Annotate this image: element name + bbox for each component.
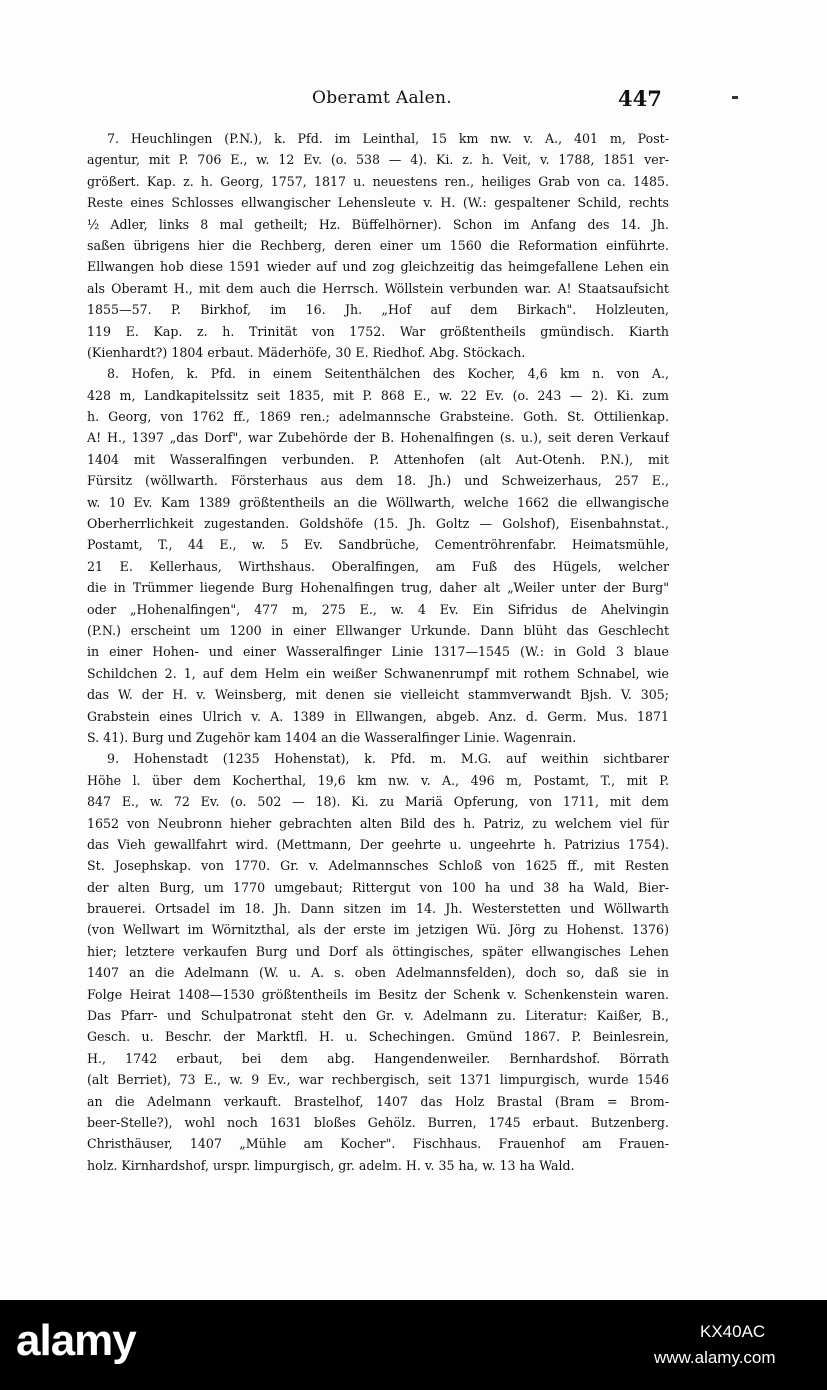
text-line: holz. Kirnhardshof, urspr. limpurgisch, gr. adelm. H. v. 35 ha, w. 13 ha Wald. <box>87 1157 575 1173</box>
text-line: hier; letztere verkaufen Burg und Dorf als öttingisches, später ellwangisches Lehen <box>87 943 669 959</box>
text-line: in einer Hohen- und einer Wasseralfinger Linie 1317—1545 (W.: in Gold 3 blaue <box>87 644 669 660</box>
text-line: 428 m, Landkapitelssitz seit 1835, mit P. 868 E., w. 22 Ev. (o. 243 — 2). Ki. zum <box>87 387 669 403</box>
text-line: agentur, mit P. 706 E., w. 12 Ev. (o. 538 — 4). Ki. z. h. Veit, v. 1788, 1851 ver- <box>87 152 669 168</box>
text-line: 1652 von Neubronn hieher gebrachten alten Bild des h. Patriz, zu welchem viel für <box>87 815 669 831</box>
text-line: (von Wellwart im Wörnitzthal, als der erste im jetzigen Wü. Jörg zu Hohenst. 1376) <box>87 922 669 938</box>
text-line: (alt Berriet), 73 E., w. 9 Ev., war rechbergisch, seit 1371 limpurgisch, wurde 1546 <box>87 1072 669 1088</box>
text-line: Schildchen 2. 1, auf dem Helm ein weißer Schwanenrumpf mit rothem Schnabel, wie <box>87 665 669 681</box>
text-line: Fürsitz (wöllwarth. Försterhaus aus dem 18. Jh.) und Schweizerhaus, 257 E., <box>87 473 669 489</box>
text-line: Gesch. u. Beschr. der Marktfl. H. u. Schechingen. Gmünd 1867. P. Beinlesrein, <box>87 1029 669 1045</box>
text-line: 1855—57. P. Birkhof, im 16. Jh. „Hof auf dem Birkach". Holzleuten, <box>87 302 669 318</box>
text-line: 1404 mit Wasseralfingen verbunden. P. Attenhofen (alt Aut-Otenh. P.N.), mit <box>87 451 669 467</box>
body-text <box>87 128 669 1176</box>
footer-url: www.alamy.com <box>654 1348 776 1367</box>
text-line: Oberherrlichkeit zugestanden. Goldshöfe (15. Jh. Goltz — Golshof), Eisenbahnstat., <box>87 516 669 532</box>
image-code: KX40AC <box>700 1322 766 1341</box>
text-line: größert. Kap. z. h. Georg, 1757, 1817 u. neuestens ren., heiliges Grab von ca. 1485. <box>87 173 669 189</box>
text-line: 847 E., w. 72 Ev. (o. 502 — 18). Ki. zu Mariä Opferung, von 1711, mit dem <box>87 794 669 810</box>
text-line: das Vieh gewallfahrt wird. (Mettmann, Der geehrte u. ungeehrte h. Patrizius 1754). <box>87 836 669 852</box>
text-line: S. 41). Burg und Zugehör kam 1404 an die Wasseralfinger Linie. Wagenrain. <box>87 729 577 745</box>
text-line: saßen übrigens hier die Rechberg, deren einer um 1560 die Reformation einführte. <box>87 237 669 253</box>
entry-first-line: 7. Heuchlingen (P.N.), k. Pfd. im Leinthal, 15 km nw. v. A., 401 m, Post- <box>107 131 669 146</box>
alamy-logo: alamy <box>16 1316 136 1365</box>
running-header: Oberamt Aalen. <box>312 88 452 108</box>
entry-first-line: 9. Hohenstadt (1235 Hohenstat), k. Pfd. m. M.G. auf weithin sichtbarer <box>107 751 669 767</box>
text-line: beer-Stelle?), wohl noch 1631 bloßes Gehölz. Burren, 1745 erbaut. Butzenberg. <box>87 1114 669 1130</box>
text-line: Postamt, T., 44 E., w. 5 Ev. Sandbrüche, Cementröhrenfabr. Heimatsmühle, <box>87 537 669 553</box>
text-line: als Oberamt H., mit dem auch die Herrsch. Wöllstein verbunden war. A! Staatsaufsicht <box>87 280 669 296</box>
text-line: H., 1742 erbaut, bei dem abg. Hangendenweiler. Bernhardshof. Börrath <box>87 1050 669 1066</box>
margin-mark <box>732 96 738 99</box>
text-line: an die Adelmann verkauft. Brastelhof, 1407 das Holz Brastal (Bram = Brom- <box>87 1093 669 1109</box>
text-line: (P.N.) erscheint um 1200 in einer Ellwanger Urkunde. Dann blüht das Geschlecht <box>87 622 669 638</box>
text-line: brauerei. Ortsadel im 18. Jh. Dann sitzen im 14. Jh. Westerstetten und Wöllwarth <box>87 901 669 917</box>
text-line: das W. der H. v. Weinsberg, mit denen sie vielleicht stammverwandt Bjsh. V. 305; <box>87 687 669 703</box>
text-line: 1407 an die Adelmann (W. u. A. s. oben Adelmannsfelden), doch so, daß sie in <box>87 965 669 981</box>
text-line: 21 E. Kellerhaus, Wirthshaus. Oberalfingen, am Fuß des Hügels, welcher <box>87 558 669 574</box>
text-line: die in Trümmer liegende Burg Hohenalfingen trug, daher alt „Weiler unter der Burg" <box>87 580 669 596</box>
text-line: Folge Heirat 1408—1530 größtentheils im Besitz der Schenk v. Schenkenstein waren. <box>87 986 669 1002</box>
text-line: w. 10 Ev. Kam 1389 größtentheils an die Wöllwarth, welche 1662 die ellwangische <box>87 494 669 510</box>
page-number: 447 <box>618 86 662 111</box>
text-line: St. Josephskap. von 1770. Gr. v. Adelmannsches Schloß von 1625 ff., mit Resten <box>87 858 669 874</box>
text-line: Reste eines Schlosses ellwangischer Lehensleute v. H. (W.: gespaltener Schild, rechts <box>87 195 669 211</box>
text-line: oder „Hohenalfingen", 477 m, 275 E., w. 4 Ev. Ein Sifridus de Ahelvingin <box>87 601 669 617</box>
text-line: der alten Burg, um 1770 umgebaut; Rittergut von 100 ha und 38 ha Wald, Bier- <box>87 879 669 895</box>
text-line: Höhe l. über dem Kocherthal, 19,6 km nw. v. A., 496 m, Postamt, T., mit P. <box>87 772 669 788</box>
text-line: 119 E. Kap. z. h. Trinität von 1752. War größtentheils gmündisch. Kiarth <box>87 323 669 339</box>
text-line: (Kienhardt?) 1804 erbaut. Mäderhöfe, 30 E. Riedhof. Abg. Stöckach. <box>87 344 526 360</box>
text-line: Christhäuser, 1407 „Mühle am Kocher". Fischhaus. Frauenhof am Frauen- <box>87 1136 669 1152</box>
text-line: Ellwangen hob diese 1591 wieder auf und zog gleichzeitig das heimgefallene Lehen ein <box>87 259 669 275</box>
text-line: ½ Adler, links 8 mal getheilt; Hz. Büffelhörner). Schon im Anfang des 14. Jh. <box>87 216 669 232</box>
entry-first-line: 8. Hofen, k. Pfd. in einem Seitenthälchen des Kocher, 4,6 km n. von A., <box>107 366 669 382</box>
text-line: A! H., 1397 „das Dorf", war Zubehörde der B. Hohenalfingen (s. u.), seit deren Verkauf <box>87 430 669 446</box>
text-line: Grabstein eines Ulrich v. A. 1389 in Ellwangen, abgeb. Anz. d. Germ. Mus. 1871 <box>87 708 669 724</box>
text-line: h. Georg, von 1762 ff., 1869 ren.; adelmannsche Grabsteine. Goth. St. Ottilienkap. <box>87 409 669 425</box>
text-line: Das Pfarr- und Schulpatronat steht den Gr. v. Adelmann zu. Literatur: Kaißer, B., <box>87 1008 669 1024</box>
